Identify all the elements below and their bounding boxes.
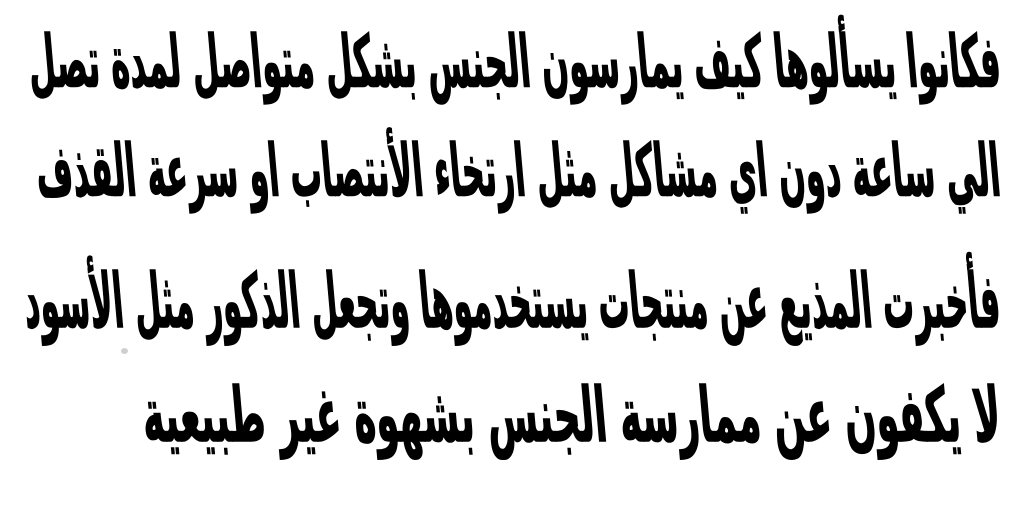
- headline-line-2-text: الي ساعة دون اي مشاكل مثل ارتخاء الأنتصاب او سرعة القذف: [32, 130, 1004, 214]
- headline-line-1: [0, 13, 1004, 113]
- headline-line-4-text: لا يكفون عن ممارسة الجنس بشهوة غير طبيعية: [137, 371, 1004, 459]
- headline-line-3-text: فأخبرت المذيع عن منتجات يستخدموها وتجعل الذكور مثل الأسود: [20, 257, 1004, 345]
- headline-line-1-text: فكانوا يسألوها كيف يمارسون الجنس بشكل متواصل لمدة تصل: [24, 21, 1004, 105]
- headline-line-4: [0, 365, 1004, 465]
- speck-artifact: [121, 348, 128, 354]
- headline-line-3: [0, 251, 1004, 351]
- headline-line-2: [0, 122, 1004, 222]
